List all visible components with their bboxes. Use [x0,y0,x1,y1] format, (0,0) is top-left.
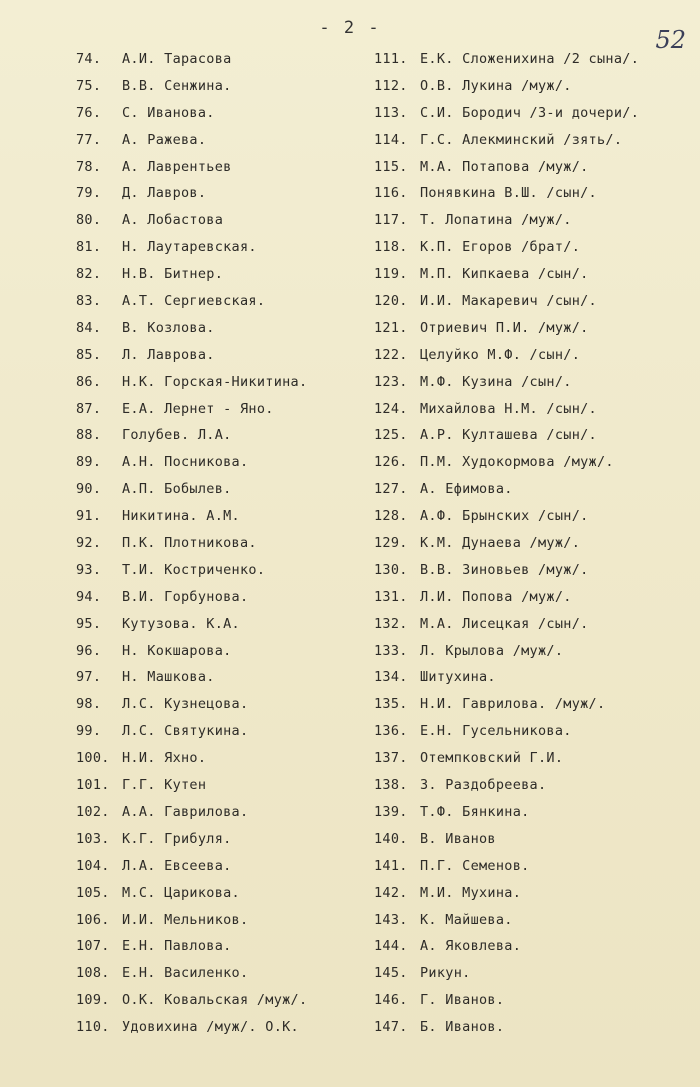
list-item [374,933,694,960]
entry-number: 99. [76,723,102,740]
entry-name: В.И. Горбунова. [122,588,249,605]
list-item [374,154,694,181]
entry-number: 110. [76,1019,110,1036]
entry-name: Н. Кокшарова. [122,642,232,659]
entry-number: 116. [374,185,408,202]
entry-number: 102. [76,803,110,820]
entry-number: 76. [76,104,102,121]
entry-number: 137. [374,750,408,767]
list-item [374,476,694,503]
entry-number: 106. [76,911,110,928]
entry-number: 145. [374,965,408,982]
list-item [374,557,694,584]
list-item [374,207,694,234]
entry-name: П.К. Плотникова. [122,535,257,552]
list-item [374,638,694,665]
entry-name: А.И. Тарасова [122,51,232,67]
entry-number: 104. [76,857,110,874]
list-item [76,987,366,1014]
entry-name: А. Ражева. [122,131,207,148]
list-item [374,826,694,853]
entry-name: В.В. Зиновьев /муж/. [420,561,589,578]
entry-number: 86. [76,373,102,390]
entry-number: 80. [76,212,102,229]
entry-name: Г.С. Алекминский /зять/. [420,131,623,148]
entry-number: 130. [374,561,408,578]
list-item [374,907,694,934]
entry-number: 95. [76,615,102,632]
entry-name: К. Майшева. [420,911,513,928]
entry-name: И.И. Макаревич /сын/. [420,293,597,310]
entry-name: Г. Иванов. [420,992,505,1009]
entry-name: З. Раздобреева. [420,777,547,794]
list-item [76,530,366,557]
entry-number: 123. [374,373,408,390]
entry-name: А.А. Гаврилова. [122,803,249,820]
list-item [76,799,366,826]
list-item [374,799,694,826]
entry-number: 85. [76,346,102,363]
entry-number: 82. [76,266,102,283]
entry-name: К.Г. Грибуля. [122,830,232,847]
entry-number: 90. [76,481,102,498]
list-item [76,476,366,503]
entry-name: Целуйко М.Ф. /сын/. [420,346,581,363]
list-item [76,772,366,799]
entry-number: 75. [76,77,102,94]
entry-number: 132. [374,615,408,632]
entry-number: 141. [374,857,408,874]
entry-number: 87. [76,400,102,417]
list-item [374,288,694,315]
list-item [374,234,694,261]
list-item [374,880,694,907]
list-item [76,933,366,960]
entry-number: 139. [374,803,408,820]
entry-name: Понявкина В.Ш. /сын/. [420,185,597,202]
entry-name: Л.С. Святукина. [122,723,249,740]
list-item [374,960,694,987]
entry-number: 146. [374,992,408,1009]
entry-number: 111. [374,51,408,67]
list-item [76,369,366,396]
list-item [76,718,366,745]
entry-name: Н. Лаутаревская. [122,239,257,256]
entry-number: 117. [374,212,408,229]
entry-name: А. Лаврентьев [122,158,232,175]
entry-number: 118. [374,239,408,256]
entry-number: 108. [76,965,110,982]
list-item [374,180,694,207]
list-item [76,449,366,476]
list-item [374,449,694,476]
list-item [76,638,366,665]
entry-name: Т.Ф. Бянкина. [420,803,530,820]
list-item [76,154,366,181]
list-item [374,664,694,691]
list-item [76,880,366,907]
entry-number: 78. [76,158,102,175]
entry-name: Кутузова. К.А. [122,615,240,632]
entry-number: 101. [76,777,110,794]
list-item [374,584,694,611]
list-item [374,73,694,100]
entry-name: Е.К. Сложенихина /2 сына/. [420,51,640,67]
entry-name: М.А. Лисецкая /сын/. [420,615,589,632]
entry-number: 142. [374,884,408,901]
list-item [374,987,694,1014]
list-item [374,396,694,423]
entry-number: 84. [76,319,102,336]
list-item [76,826,366,853]
list-item [76,100,366,127]
entry-name: П.Г. Семенов. [420,857,530,874]
entry-name: Михайлова Н.М. /сын/. [420,400,597,417]
list-item [76,342,366,369]
entry-number: 109. [76,992,110,1009]
list-item [76,1014,366,1041]
list-item [76,853,366,880]
right-name-list [374,46,694,1041]
list-item [76,396,366,423]
entry-name: Е.Н. Василенко. [122,965,249,982]
entry-name: Г.Г. Кутен [122,777,207,794]
entry-number: 91. [76,508,102,525]
list-item [76,315,366,342]
entry-number: 74. [76,51,102,67]
list-item [76,503,366,530]
list-item [76,234,366,261]
entry-name: А. Ефимова. [420,481,513,498]
entry-name: В.В. Сенжина. [122,77,232,94]
entry-name: Никитина. А.М. [122,508,240,525]
entry-name: Л. Крылова /муж/. [420,642,564,659]
list-item [76,584,366,611]
list-item [76,907,366,934]
entry-name: Н. Машкова. [122,669,215,686]
entry-name: Б. Иванов. [420,1019,505,1036]
entry-name: В. Козлова. [122,319,215,336]
entry-number: 133. [374,642,408,659]
entry-name: А.Т. Сергиевская. [122,293,266,310]
list-item [374,46,694,73]
entry-name: К.М. Дунаева /муж/. [420,535,581,552]
entry-number: 81. [76,239,102,256]
entry-number: 113. [374,104,408,121]
entry-number: 138. [374,777,408,794]
list-item [76,207,366,234]
entry-number: 114. [374,131,408,148]
entry-number: 97. [76,669,102,686]
entry-number: 93. [76,561,102,578]
entry-number: 112. [374,77,408,94]
entry-number: 127. [374,481,408,498]
entry-name: П.М. Худокормова /муж/. [420,454,614,471]
entry-number: 79. [76,185,102,202]
entry-name: Шитухина. [420,669,496,686]
list-item [374,691,694,718]
list-item [374,611,694,638]
entry-name: И.И. Мельников. [122,911,249,928]
list-item [374,718,694,745]
list-item [76,261,366,288]
list-item [374,100,694,127]
list-item [76,127,366,154]
entry-number: 94. [76,588,102,605]
entry-name: О.К. Ковальская /муж/. [122,992,308,1009]
list-item [374,315,694,342]
left-name-list [76,46,366,1041]
entry-name: Л.И. Попова /муж/. [420,588,572,605]
entry-number: 131. [374,588,408,605]
list-item [374,1014,694,1041]
entry-name: Н.К. Горская-Никитина. [122,373,308,390]
list-item [374,369,694,396]
entry-name: Н.И. Гаврилова. /муж/. [420,696,606,713]
entry-name: В. Иванов [420,830,496,847]
entry-number: 125. [374,427,408,444]
entry-number: 140. [374,830,408,847]
entry-number: 83. [76,293,102,310]
entry-name: Л.А. Евсеева. [122,857,232,874]
entry-number: 147. [374,1019,408,1036]
list-item [76,691,366,718]
list-item [76,557,366,584]
entry-number: 135. [374,696,408,713]
entry-name: Н.В. Битнер. [122,266,224,283]
entry-number: 107. [76,938,110,955]
list-item [76,288,366,315]
entry-number: 88. [76,427,102,444]
entry-name: М.Ф. Кузина /сын/. [420,373,572,390]
list-item [374,422,694,449]
entry-name: М.С. Царикова. [122,884,240,901]
entry-number: 105. [76,884,110,901]
list-item [374,127,694,154]
entry-number: 96. [76,642,102,659]
list-item [76,180,366,207]
entry-name: Е.А. Лернет - Яно. [122,400,274,417]
list-item [76,46,366,73]
entry-name: А. Яковлева. [420,938,522,955]
list-item [76,664,366,691]
entry-name: Т.И. Костриченко. [122,561,266,578]
entry-name: Л. Лаврова. [122,346,215,363]
entry-number: 129. [374,535,408,552]
entry-name: Н.И. Яхно. [122,750,207,767]
entry-name: С. Иванова. [122,104,215,121]
entry-name: Удовихина /муж/. О.К. [122,1019,299,1036]
entry-name: А. Лобастова [122,212,224,229]
entry-number: 100. [76,750,110,767]
entry-number: 103. [76,830,110,847]
entry-name: Отриевич П.И. /муж/. [420,319,589,336]
list-item [374,853,694,880]
entry-number: 126. [374,454,408,471]
entry-number: 122. [374,346,408,363]
entry-number: 121. [374,319,408,336]
entry-name: А.Н. Посникова. [122,454,249,471]
list-item [374,530,694,557]
entry-name: Голубев. Л.А. [122,427,232,444]
list-item [76,960,366,987]
entry-name: Е.Н. Гусельникова. [420,723,572,740]
page-number: - 2 - [319,18,381,38]
entry-number: 98. [76,696,102,713]
list-item [76,745,366,772]
entry-number: 124. [374,400,408,417]
entry-number: 134. [374,669,408,686]
entry-name: М.П. Кипкаева /сын/. [420,266,589,283]
entry-name: Л.С. Кузнецова. [122,696,249,713]
entry-name: А.П. Бобылев. [122,481,232,498]
entry-name: Т. Лопатина /муж/. [420,212,572,229]
entry-name: М.А. Потапова /муж/. [420,158,589,175]
list-item [374,772,694,799]
entry-name: С.И. Бородич /3-и дочери/. [420,104,640,121]
list-item [374,503,694,530]
entry-name: К.П. Егоров /брат/. [420,239,581,256]
list-item [374,745,694,772]
entry-number: 136. [374,723,408,740]
list-item [76,611,366,638]
entry-name: А.Р. Култашева /сын/. [420,427,597,444]
entry-name: Д. Лавров. [122,185,207,202]
entry-number: 120. [374,293,408,310]
entry-number: 143. [374,911,408,928]
entry-name: Е.Н. Павлова. [122,938,232,955]
list-item [374,342,694,369]
entry-number: 89. [76,454,102,471]
entry-name: О.В. Лукина /муж/. [420,77,572,94]
entry-name: А.Ф. Брынских /сын/. [420,508,589,525]
entry-number: 77. [76,131,102,148]
entry-number: 128. [374,508,408,525]
entry-name: Рикун. [420,965,471,982]
entry-name: Отемпковский Г.И. [420,750,564,767]
entry-number: 92. [76,535,102,552]
entry-number: 119. [374,266,408,283]
entry-name: М.И. Мухина. [420,884,522,901]
list-item [374,261,694,288]
folio-number: 52 [655,26,686,54]
list-item [76,73,366,100]
entry-number: 144. [374,938,408,955]
list-item [76,422,366,449]
entry-number: 115. [374,158,408,175]
